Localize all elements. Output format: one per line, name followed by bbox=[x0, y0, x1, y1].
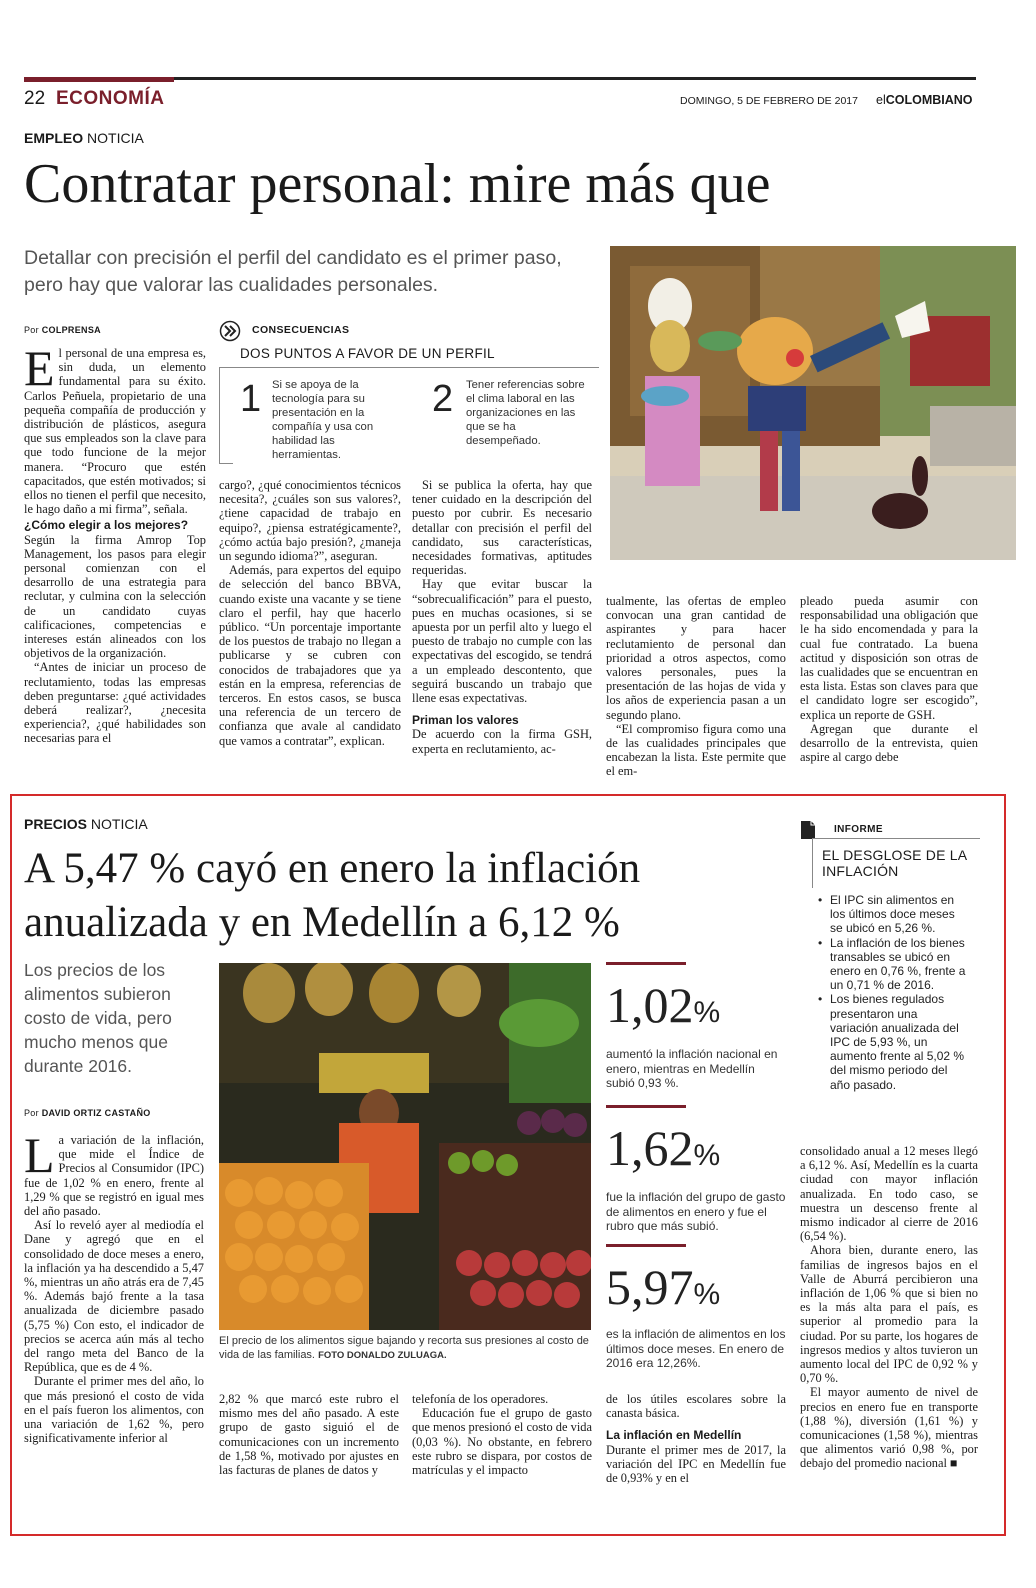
article2-column-4 bbox=[606, 1392, 786, 1485]
informe-list bbox=[816, 893, 966, 1092]
dropcap: L bbox=[24, 1127, 55, 1183]
photo-caption bbox=[219, 1334, 591, 1363]
subhead: ¿Cómo elegir a los mejores? bbox=[24, 518, 189, 533]
stat-number: 1,62 bbox=[606, 1120, 694, 1176]
paragraph: consolidado anual a 12 meses llegó a 6,12 %. Así, Medellín es la cuarta ciudad con mayor inflación anualizada. En todo caso, se muestra un descenso frente al mismo indicador al cierre de 2016 (6,54 %). bbox=[800, 1144, 978, 1244]
stat-value bbox=[606, 1261, 786, 1321]
article2-column-5 bbox=[800, 1144, 978, 1471]
byline-name: DAVID ORTIZ CASTAÑO bbox=[41, 1108, 151, 1118]
stat-text: aumentó la inflación nacional en enero, mientras en Medellín subió 0,93 %. bbox=[606, 1047, 778, 1090]
byline-prefix: Por bbox=[24, 325, 39, 335]
article2-photo bbox=[219, 963, 591, 1330]
stat-text: fue la inflación del grupo de gasto de alimentos en enero y fue el rubro que más subió. bbox=[606, 1190, 786, 1233]
stat-text: es la inflación de alimentos en los últimos doce meses. En enero de 2016 era 12,26%. bbox=[606, 1327, 786, 1370]
stat-number: 5,97 bbox=[606, 1259, 694, 1315]
box-divider bbox=[219, 367, 599, 368]
paragraph-text: El mayor aumento de nivel de precios en enero fue en transporte (1,88 %), diversión (1,61 %) y comunicaciones (1,58 %), mientras que alimentos varió 0,98 %, por debajo del promedio nacional bbox=[800, 1385, 978, 1471]
paragraph: 2,82 % que marcó este rubro el mismo mes del año pasado. A este grupo de gasto siguió el de comunicaciones con un incremento de 1,58 %, motivado por ajustes en las facturas de planes de datos y bbox=[219, 1392, 399, 1478]
article2-byline bbox=[24, 1108, 151, 1118]
stat-rule bbox=[606, 1105, 686, 1108]
paragraph: l personal de una empresa es, sin duda, un elemento fundamental para su éxito. Carlos Peñuela, propietario de una pequeña compañía de producción y distribución de plásticos, asegura que sus empleados son la clave para que todo funcione de la mejor manera. “Procuro que estén capacitados, que estén motivados; si ellos no tienen el perfil que necesito, le hago daño a mi firma”, señala. bbox=[24, 346, 207, 517]
logo-prefix: el bbox=[876, 93, 886, 107]
dropcap: E bbox=[24, 340, 55, 396]
paragraph: Además, para expertos del equipo de selección del banco BBVA, cuando existe una vacante y se tiene claro el perfil, hay que hacerlo público. “Un porcentaje importante de los puestos de trabajo no llegan a publicarse y se cubren con conocidos de trabajadores que ya están en la empresa, referencias de terceros. En estos casos, se busca una referencia de un tercero de confianza que avale al candidato que vamos a contratar”, explican. bbox=[219, 563, 401, 748]
informe-left-rule bbox=[812, 838, 813, 888]
byline-name: COLPRENSA bbox=[41, 325, 101, 335]
article1-column-2 bbox=[219, 478, 401, 748]
paragraph: tualmente, las ofertas de empleo convocan una gran cantidad de aspirantes y para hacer reclutamiento de personal dan prioridad a otros aspectos, como valores personales, pues la presentación de las hojas de vida y los años de experiencia pasan a un segundo plano. bbox=[606, 594, 786, 722]
article2-kicker bbox=[24, 816, 148, 832]
article1-headline: Contratar personal: mire más que bbox=[24, 153, 771, 215]
informe-label: INFORME bbox=[834, 824, 883, 835]
article1-kicker bbox=[24, 130, 144, 146]
stat-number: 1,02 bbox=[606, 977, 694, 1033]
paragraph: Educación fue el grupo de gasto que menos presionó el costo de vida (0,03 %). No obstante, en febrero este rubro se dispara, por costos de matrículas y el impacto bbox=[412, 1406, 592, 1478]
paragraph: Según la firma Amrop Top Management, los pasos para elegir personal comienzan con el desarrollo de una estrategia para reclutar, y culmina con la selección de un candidato cuyas calificaciones, competencias e intereses están alineados con los objetivos de la organización. bbox=[24, 532, 206, 661]
point-text: Tener referencias sobre el clima laboral en las organizaciones en las que se ha desempeñado. bbox=[466, 379, 585, 447]
subhead: La inflación en Medellín bbox=[606, 1428, 742, 1443]
article1-column-5 bbox=[800, 594, 978, 764]
informe-item: • Los bienes regulados presentaron una variación anualizada del IPC de 5,93 %, un aumento frente al 5,02 % del mismo periodo del año pasado. bbox=[816, 992, 966, 1091]
paragraph: a variación de la inflación, que mide el Índice de Precios al Consumidor (IPC) fue de 1,02 % en enero, frente al 1,29 % que se registró en igual mes del año pasado. bbox=[24, 1133, 204, 1219]
article2-headline: A 5,47 % cayó en enero la inflación anualizada y en Medellín a 6,12 % bbox=[24, 845, 641, 946]
article2-column-1 bbox=[24, 1127, 204, 1446]
paragraph: cargo?, ¿qué conocimientos técnicos necesita?, ¿cuáles son sus valores?, ¿tiene capacidad de trabajo en equipo?, ¿piensa estratégicamente?, ¿cómo actúa bajo presión?, ¿maneja un segundo idioma?”, aseguran. bbox=[219, 478, 401, 564]
article2-column-3 bbox=[412, 1392, 592, 1477]
paragraph: Durante el primer mes del año, lo que más presionó el costo de vida en el país fueron los alimentos, con una variación de 1,62 %, pero significativamente inferior al bbox=[24, 1374, 204, 1446]
subhead: Priman los valores bbox=[412, 713, 519, 728]
stat-value bbox=[606, 1122, 786, 1182]
section-name: ECONOMÍA bbox=[56, 88, 165, 109]
article1-deck: Detallar con precisión el perfil del candidato es el primer paso, pero hay que valorar las cualidades personales. bbox=[24, 247, 562, 296]
stat-rule bbox=[606, 1244, 686, 1247]
paragraph: Agregan que durante el desarrollo de la entrevista, quien aspire al cargo debe bbox=[800, 721, 978, 765]
byline-prefix: Por bbox=[24, 1108, 39, 1118]
paragraph: Hay que evitar buscar la “sobrecualificación” para el puesto, pues en muchas ocasiones, si se apuesta por un perfil alto y luego el puesto de trabajo no cumple con las expectativas del escogido, se tendrá a un empleado descontento, que seguirá buscando un trabajo que llene esas expectativas. bbox=[412, 577, 592, 706]
paragraph: Así lo reveló ayer al mediodía el Dane y agregó que en el consolidado de doce meses a enero, la inflación ya ha descendido a 5,47 %, mientras un año atrás era de 7,45 %. Además bajó frente a la tasa anualizada de diciembre pasado (5,75 %) Con esto, el indicador de precios se acerca aún más al techo del rango meta del Banco de la República, que es de 4 %. bbox=[24, 1218, 204, 1375]
chevron-right-icon bbox=[219, 320, 239, 340]
paragraph: de los útiles escolares sobre la canasta básica. bbox=[606, 1392, 786, 1421]
paragraph: “El compromiso figura como una de las cualidades principales que encabezan la lista. Este permite que el em- bbox=[606, 721, 786, 779]
article1-column-1 bbox=[24, 340, 207, 746]
stat-unit: % bbox=[693, 996, 721, 1029]
paragraph: pleado pueda asumir con responsabilidad una obligación que le ha sido encomendada y para la cual fue contratado. La buena actitud y disposición son otras de las cualidades que se encuentran en esta lista. Estas son claves para que el candidato logre ser escogido”, explica un reporte de GSH. bbox=[800, 594, 978, 722]
stat-value bbox=[606, 979, 786, 1039]
box-title: DOS PUNTOS A FAVOR DE UN PERFIL bbox=[240, 346, 495, 361]
stat-unit: % bbox=[693, 1278, 721, 1311]
logo-main: COLOMBIANO bbox=[885, 93, 973, 107]
paragraph: Durante el primer mes de 2017, la variación del IPC en Medellín fue de 0,93% y en el bbox=[606, 1442, 786, 1486]
stat-rule bbox=[606, 962, 686, 965]
caption-text: El precio de los alimentos sigue bajando y recorta sus presiones al costo de vida de las familias. bbox=[219, 1335, 589, 1361]
point-text: Si se apoya de la tecnología para su presentación en la compañía y usa con habilidad las herramientas. bbox=[272, 379, 374, 461]
article1-column-3 bbox=[412, 478, 592, 756]
informe-item: • El IPC sin alimentos en los últimos doce meses se ubicó en 5,26 %. bbox=[816, 893, 966, 936]
box-label: CONSECUENCIAS bbox=[252, 324, 350, 336]
paragraph: telefonía de los operadores. bbox=[412, 1392, 549, 1406]
end-mark: ■ bbox=[950, 1456, 958, 1471]
article2-deck: Los precios de los alimentos subieron costo de vida, pero mucho menos que durante 2016. bbox=[24, 960, 172, 1076]
informe-divider bbox=[812, 838, 980, 839]
document-icon bbox=[800, 820, 816, 840]
article1-byline bbox=[24, 325, 101, 335]
masthead-accent-rule bbox=[24, 77, 174, 82]
page-number: 22 bbox=[24, 88, 46, 109]
point-number: 1 bbox=[240, 378, 262, 420]
kicker-bold: PRECIOS bbox=[24, 816, 88, 832]
stat-block bbox=[606, 1105, 786, 1234]
paragraph: De acuerdo con la firma GSH, experta en reclutamiento, ac- bbox=[412, 727, 592, 756]
box-left-rule bbox=[219, 367, 220, 463]
article2-column-2 bbox=[219, 1392, 399, 1477]
stat-unit: % bbox=[693, 1139, 721, 1172]
informe-title: EL DESGLOSE DE LA INFLACIÓN bbox=[822, 847, 967, 879]
stat-block bbox=[606, 1244, 786, 1371]
paragraph: Ahora bien, durante enero, las familias de ingresos bajos en el Valle de Aburrá percibieron una inflación de 1,06 % que si bien no es la más alta para el país, es superior al promedio para la ciudad. Por su parte, los hogares de ingresos medios y altos tuvieron un aumento local del IPC de 0,92 % y 0,70 %. bbox=[800, 1243, 978, 1386]
point-number: 2 bbox=[432, 378, 454, 420]
article1-column-4 bbox=[606, 594, 786, 779]
informe-item: • La inflación de los bienes transables se ubicó en enero en 0,76 %, frente a un 0,71 % de 2016. bbox=[816, 936, 966, 993]
edition-date: DOMINGO, 5 DE FEBRERO DE 2017 bbox=[680, 95, 858, 107]
paragraph bbox=[800, 1385, 978, 1470]
paragraph: “Antes de iniciar un proceso de reclutamiento, todas las empresas deben preguntarse: ¿qué actividades deberá realizar?, ¿necesita experiencia?, ¿qué habilidades son necesarias para el bbox=[24, 660, 206, 746]
paragraph: Si se publica la oferta, hay que tener cuidado en la descripción del puesto por cubrir. Es necesario detallar con precisión el perfil del candidato, sus características, necesidades formativas, aptitudes requeridas. bbox=[412, 478, 592, 578]
stat-block bbox=[606, 962, 786, 1091]
photo-credit: FOTO DONALDO ZULUAGA. bbox=[318, 1350, 447, 1361]
kicker-bold: EMPLEO bbox=[24, 130, 84, 146]
kicker-light: NOTICIA bbox=[87, 130, 144, 146]
article1-illustration bbox=[610, 246, 1016, 560]
box-corner bbox=[219, 463, 233, 464]
newspaper-logo bbox=[876, 93, 973, 107]
kicker-light: NOTICIA bbox=[90, 816, 148, 832]
